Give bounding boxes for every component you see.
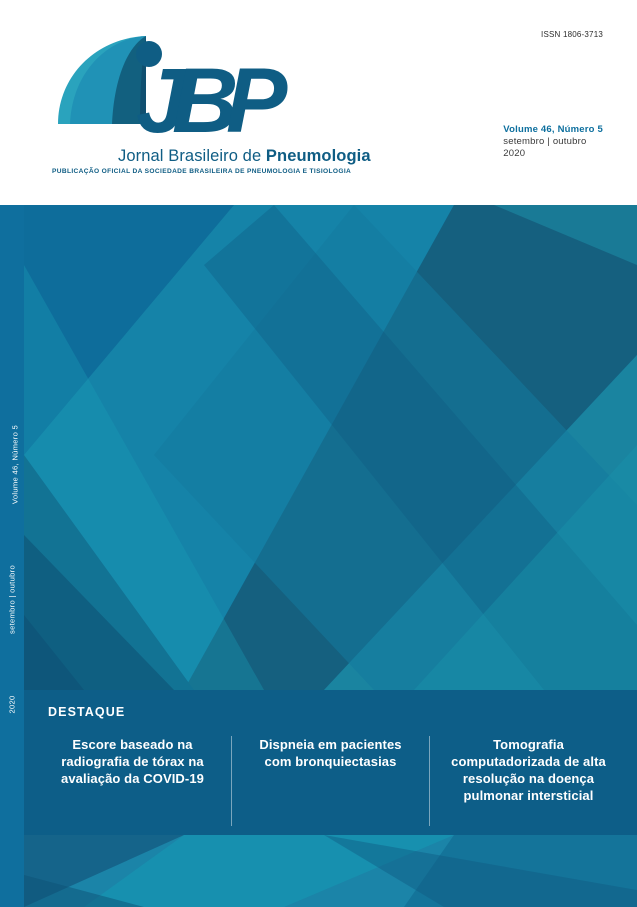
journal-subtitle: PUBLICAÇÃO OFICIAL DA SOCIEDADE BRASILEIRA DE PNEUMOLOGIA E TISIOLOGIA bbox=[52, 168, 352, 175]
volume-months: setembro | outubro bbox=[503, 135, 587, 147]
spine-months: setembro | outubro bbox=[7, 565, 17, 635]
cover-footer-artwork bbox=[24, 835, 637, 907]
svg-text:J: J bbox=[136, 50, 188, 148]
highlight-label: DESTAQUE bbox=[48, 705, 126, 719]
issn-text: ISSN 1806-3713 bbox=[541, 30, 603, 39]
svg-text:B: B bbox=[172, 50, 239, 148]
cover-header bbox=[0, 0, 637, 205]
cover-artwork bbox=[24, 205, 637, 690]
highlight-item-1[interactable]: Escore baseado na radiografia de tórax na avaliação da COVID-19 bbox=[61, 737, 204, 787]
cover-spine bbox=[0, 205, 24, 907]
cover-art-graphic bbox=[24, 205, 637, 690]
journal-title bbox=[118, 147, 371, 166]
highlight-item-3[interactable]: Tomografia computadorizada de alta resolução na doença pulmonar intersticial bbox=[451, 737, 606, 804]
svg-text:P: P bbox=[226, 50, 288, 148]
highlight-band bbox=[24, 690, 637, 835]
volume-number: Volume 46, Número 5 bbox=[503, 124, 603, 135]
volume-year: 2020 bbox=[503, 147, 526, 159]
journal-title-light: Jornal Brasileiro de bbox=[118, 147, 266, 165]
spine-year: 2020 bbox=[7, 695, 17, 714]
volume-block bbox=[503, 124, 603, 160]
spine-volume: Volume 46, Número 5 bbox=[10, 424, 20, 505]
footer-art-graphic bbox=[24, 835, 637, 907]
journal-logo bbox=[50, 28, 410, 183]
highlight-columns bbox=[34, 736, 627, 826]
jbp-logo-icon bbox=[50, 28, 410, 148]
highlight-item-2[interactable]: Dispneia em pacientes com bronquiectasias bbox=[259, 737, 402, 770]
journal-title-bold: Pneumologia bbox=[265, 147, 371, 165]
